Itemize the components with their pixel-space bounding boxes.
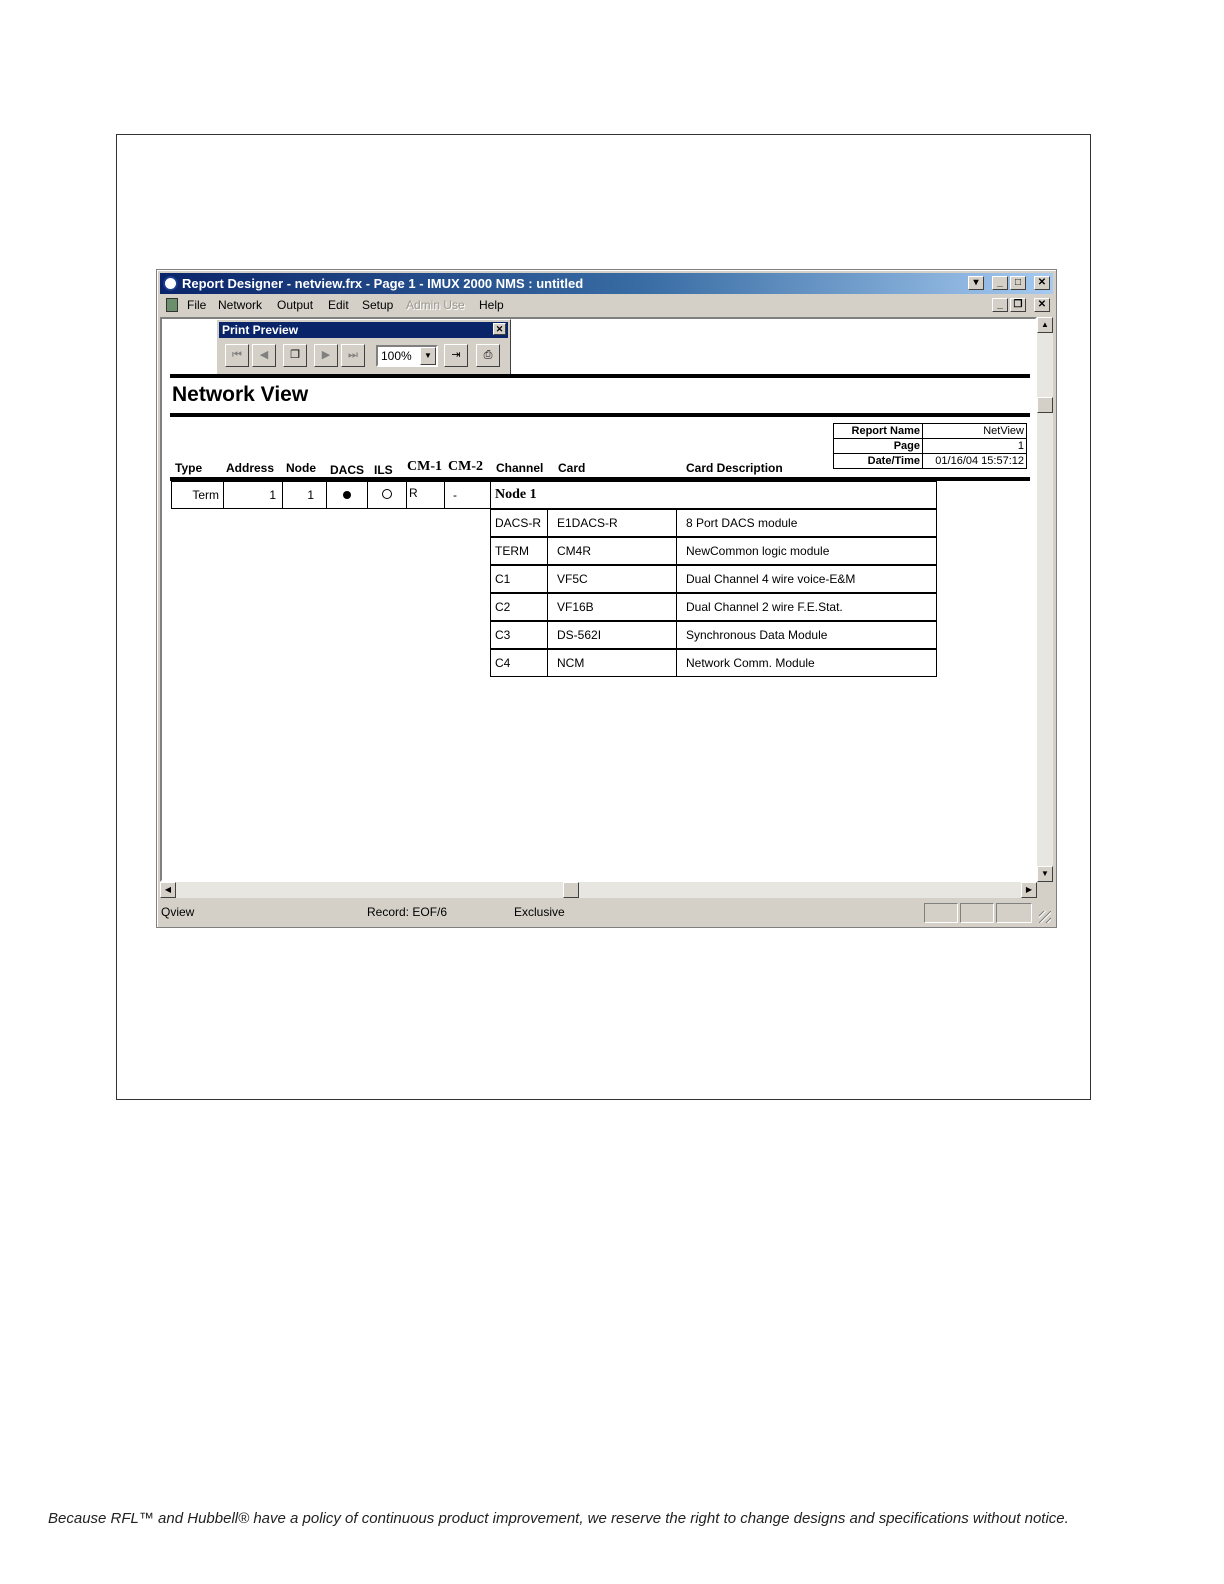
cell-card-description: Dual Channel 4 wire voice-E&M [676,565,937,593]
window-title: Report Designer - netview.frx - Page 1 - IMUX 2000 NMS : untitled [182,276,584,291]
last-page-button[interactable]: ⏭ [341,344,365,367]
status-bar [160,901,1053,925]
document-icon[interactable] [166,298,178,312]
first-page-button[interactable]: ⏮ [225,344,249,367]
multi-page-button[interactable]: ❐ [283,344,307,367]
title-rule [170,413,1030,417]
zoom-select[interactable] [376,345,438,367]
close-preview-button[interactable]: ⇥ [444,344,468,367]
menu-edit[interactable]: Edit [328,298,349,312]
meta-value: NetView [923,424,1027,439]
col-header-type: Type [175,461,203,475]
print-button[interactable]: ⎙ [476,344,500,367]
meta-key: Report Name [834,424,923,439]
scroll-right-button[interactable]: ▶ [1021,882,1037,898]
close-button[interactable]: ✕ [1034,276,1050,290]
cell-type: Term [171,481,224,509]
menu-help[interactable]: Help [479,298,504,312]
cell-card-description: Network Comm. Module [676,649,937,677]
print-preview-close-icon[interactable]: ✕ [493,323,506,335]
cell-card-description: Dual Channel 2 wire F.E.Stat. [676,593,937,621]
menu-file[interactable]: File [187,298,207,312]
print-preview-title[interactable] [219,322,508,338]
col-header-node: Node [286,461,316,475]
cell-channel: TERM [490,537,548,565]
maximize-button[interactable]: □ [1010,276,1026,290]
col-header-dacs: DACS [330,463,365,477]
cell-channel: C1 [490,565,548,593]
cell-card: VF16B [547,593,677,621]
cell-card-description: 8 Port DACS module [676,509,937,537]
zoom-value: 100% [381,349,412,363]
status-panel [960,903,994,923]
col-header-cm1: CM-1 [407,459,442,474]
col-header-cm2: CM-2 [448,459,483,474]
cell-channel: C2 [490,593,548,621]
meta-key: Page [834,439,923,454]
col-header-address: Address [226,461,275,475]
ils-disabled-icon [382,489,392,499]
meta-key: Date/Time [834,454,923,469]
meta-value: 1 [923,439,1027,454]
cell-cm2: - [444,481,491,509]
cell-node-label: Node 1 [490,481,937,509]
cell-card: CM4R [547,537,677,565]
report-title: Network View [172,383,309,406]
next-page-button[interactable]: ▶ [314,344,338,367]
doc-restore-button[interactable]: ❐ [1010,298,1026,312]
col-header-card: Card [558,461,586,475]
status-record: Record: EOF/6 [367,905,448,919]
col-header-ils: ILS [374,463,393,477]
horizontal-scrollbar[interactable] [160,882,1037,898]
cell-card-description: NewCommon logic module [676,537,937,565]
menu-output[interactable]: Output [277,298,314,312]
scroll-down-button[interactable]: ▼ [1037,866,1053,882]
cell-card: DS-562I [547,621,677,649]
cell-channel: C4 [490,649,548,677]
col-header-channel: Channel [496,461,544,475]
scroll-up-button[interactable]: ▲ [1037,317,1053,333]
chevron-down-icon[interactable]: ▼ [420,347,436,365]
cell-dacs [326,481,368,509]
print-preview-toolbar [216,319,511,376]
report-meta-table [833,423,1027,469]
cell-node: 1 [282,481,327,509]
doc-close-button[interactable]: ✕ [1034,298,1050,312]
col-header-card-description: Card Description [686,461,783,475]
cell-channel: DACS-R [490,509,548,537]
title-bar[interactable] [160,273,1053,294]
cell-channel: C3 [490,621,548,649]
previous-page-button[interactable]: ◀ [252,344,276,367]
horizontal-scroll-thumb[interactable] [563,882,579,898]
scroll-left-button[interactable]: ◀ [160,882,176,898]
footer-disclaimer: Because RFL™ and Hubbell® have a policy of continuous product improvement, we reserve the right to change designs and specifications without notice. [48,1510,1069,1527]
window-menu-button[interactable]: ▾ [968,276,984,290]
cell-cm1: R [406,481,445,509]
menu-bar [160,295,1053,315]
vertical-scroll-thumb[interactable] [1037,397,1053,413]
minimize-button[interactable]: _ [992,276,1008,290]
status-mode: Exclusive [514,905,565,919]
menu-network[interactable]: Network [218,298,263,312]
cell-card-description: Synchronous Data Module [676,621,937,649]
cell-card: E1DACS-R [547,509,677,537]
dacs-enabled-icon [343,491,351,499]
status-panel [996,903,1032,923]
header-rule [170,374,1030,378]
cell-address: 1 [223,481,283,509]
meta-value: 01/16/04 15:57:12 [923,454,1027,469]
cell-card: NCM [547,649,677,677]
cell-ils [367,481,407,509]
status-table: Qview [161,905,195,919]
scroll-corner [1037,882,1053,898]
menu-setup[interactable]: Setup [362,298,394,312]
menu-admin-use: Admin Use [406,298,465,312]
print-preview-title-text: Print Preview [222,323,299,337]
cell-card: VF5C [547,565,677,593]
status-panel [924,903,958,923]
app-logo-icon [163,276,178,291]
size-grip-icon[interactable] [1039,911,1051,923]
doc-minimize-button[interactable]: _ [992,298,1008,312]
vertical-scrollbar[interactable] [1037,317,1053,882]
